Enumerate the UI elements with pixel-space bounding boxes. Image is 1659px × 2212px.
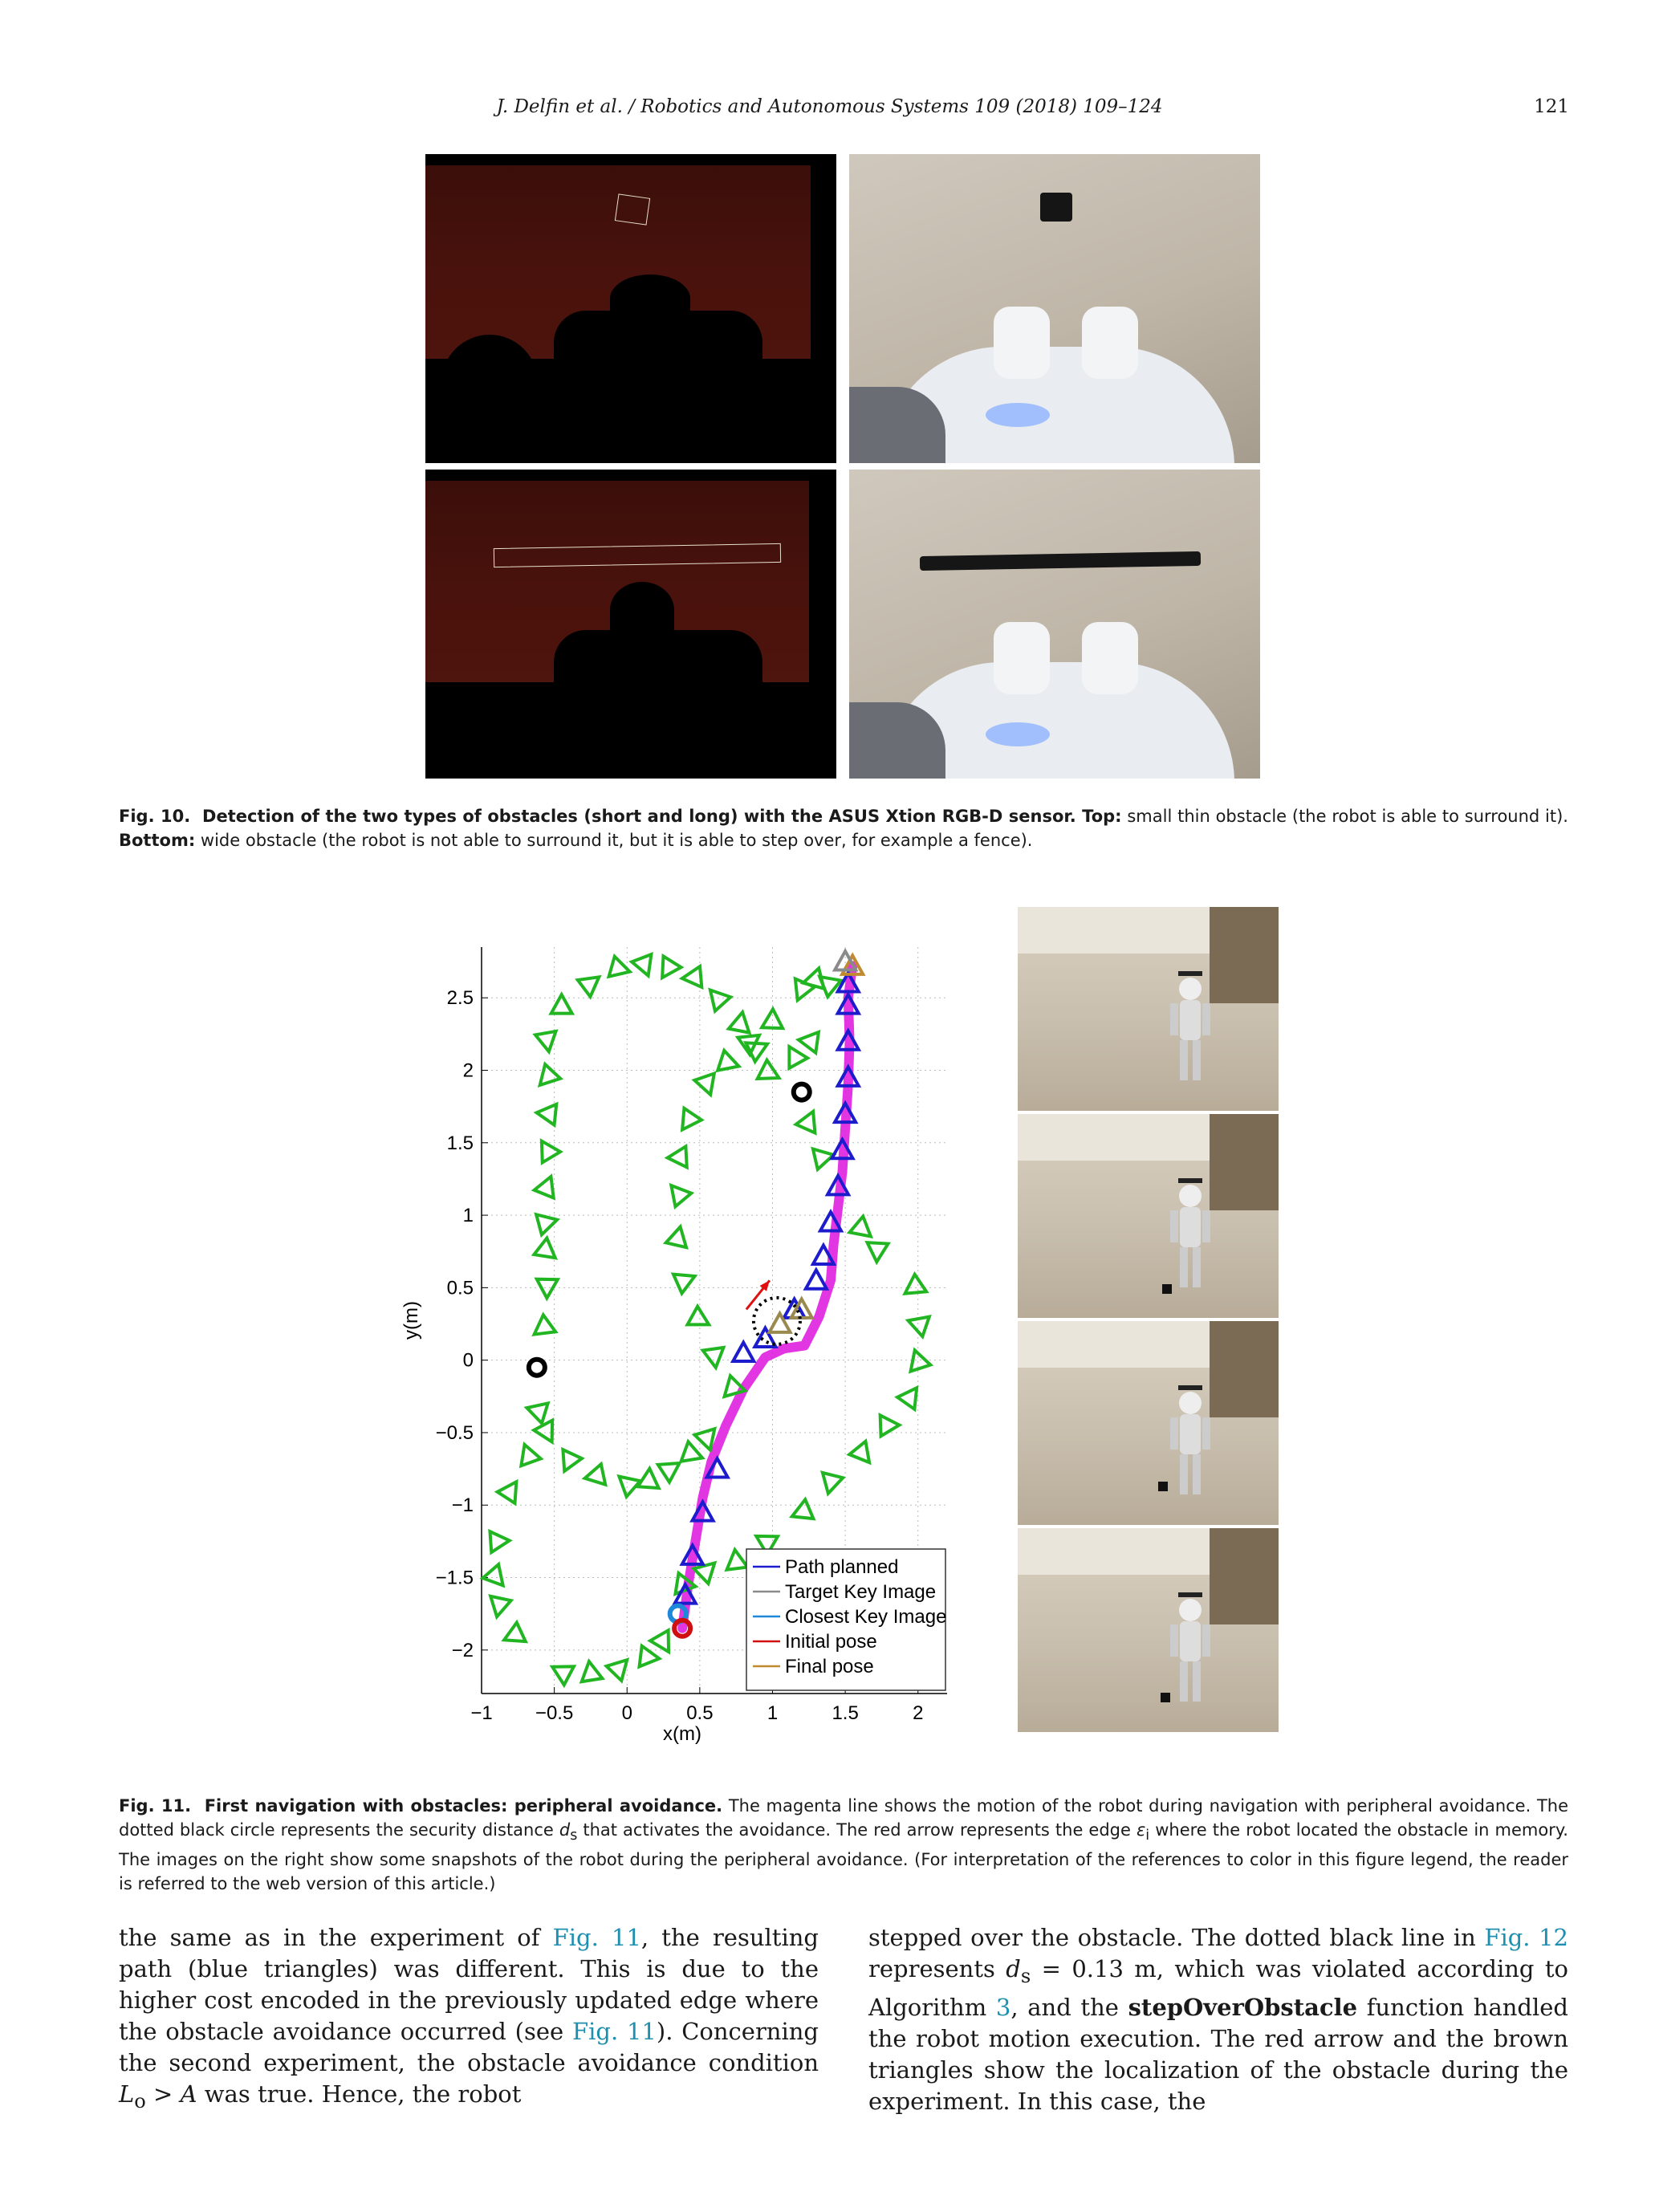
x-tick-label: 2 bbox=[913, 1702, 924, 1724]
legend-entry: Target Key Image bbox=[785, 1581, 937, 1603]
body-left-column: the same as in the experiment of Fig. 11, the resulting path (blue triangles) was different. This is due to the higher cost encoded in the previously updated edge where the obstacle avoidance occurred (see Fig. 11). Concerning the second experiment, the obstacle avoidance condition $L_o > A$ was true. Hence, the robot bbox=[119, 1924, 819, 2112]
y-tick-label: 1 bbox=[462, 1205, 474, 1227]
running-head: J. Delfin et al. / Robotics and Autonomous Systems 109 (2018) 109–124 bbox=[496, 96, 1163, 117]
rgb-image-top bbox=[849, 154, 1260, 463]
legend-entry: Initial pose bbox=[785, 1631, 877, 1653]
y-tick-label: −0.5 bbox=[435, 1421, 474, 1444]
y-tick-label: 1.5 bbox=[446, 1132, 474, 1154]
depth-image-bottom bbox=[425, 470, 836, 779]
body-right-column: stepped over the obstacle. The dotted black line in Fig. 12 represents $d_s = 0.13$ m, which was violated according to Algorithm 3, and the stepOverObstacle function handled the robot motion execution. The red arrow and the brown triangles show the localization of the obstacle during the experiment. In this case, the bbox=[868, 1924, 1568, 2115]
snapshot-1 bbox=[1018, 907, 1279, 1111]
x-tick-label: 0.5 bbox=[686, 1702, 714, 1724]
fig11-link[interactable]: Fig. 11 bbox=[552, 1924, 641, 1951]
page-number: 121 bbox=[1534, 96, 1569, 117]
x-tick-label: −0.5 bbox=[535, 1702, 574, 1724]
y-axis-label: y(m) bbox=[401, 1301, 422, 1340]
y-tick-label: 2.5 bbox=[446, 987, 474, 1010]
algorithm-link[interactable]: 3 bbox=[995, 1993, 1011, 2021]
x-axis-label: x(m) bbox=[663, 1723, 701, 1745]
y-tick-label: 0.5 bbox=[446, 1277, 474, 1299]
y-tick-label: −1.5 bbox=[435, 1567, 474, 1589]
x-tick-label: 0 bbox=[621, 1702, 632, 1724]
y-tick-label: −1 bbox=[451, 1494, 474, 1517]
snapshot-4 bbox=[1018, 1528, 1279, 1732]
legend-entry: Path planned bbox=[785, 1556, 899, 1578]
rgb-image-bottom bbox=[849, 470, 1260, 779]
x-tick-label: −1 bbox=[470, 1702, 493, 1724]
snapshot-3 bbox=[1018, 1321, 1279, 1525]
y-tick-label: 2 bbox=[462, 1059, 474, 1082]
fig11-link-2[interactable]: Fig. 11 bbox=[571, 2018, 657, 2045]
fig10-caption: Fig. 10. Detection of the two types of obstacles (short and long) with the ASUS Xtion RGB-D sensor. Top: small thin obstacle (the robot is able to surround it). Bottom: wide obstacle (the robot is not able to surround it, but it is able to step over, for example a fence). bbox=[119, 807, 1568, 850]
x-tick-label: 1 bbox=[766, 1702, 779, 1724]
y-tick-label: 0 bbox=[462, 1349, 474, 1372]
depth-image-top bbox=[425, 154, 836, 463]
snapshot-2 bbox=[1018, 1114, 1279, 1318]
x-tick-label: 1.5 bbox=[832, 1702, 859, 1724]
fig11-chart bbox=[393, 923, 987, 1758]
legend-entry: Closest Key Image bbox=[785, 1606, 947, 1628]
fig12-link[interactable]: Fig. 12 bbox=[1484, 1924, 1568, 1951]
y-tick-label: −2 bbox=[451, 1639, 474, 1661]
fig11-caption: Fig. 11. First navigation with obstacles: peripheral avoidance. The magenta line shows the motion of the robot during navigation with peripheral avoidance. The dotted black circle represents the security distance $d_s$ that activates the avoidance. The red arrow represents the edge $\varepsilon_i$ where the robot located the obstacle in memory. The images on the right show some snapshots of the robot during the peripheral avoidance. (For interpretation of the references to color in this figure legend, the reader is referred to the web version of this article.) bbox=[119, 1796, 1568, 1894]
legend-entry: Final pose bbox=[785, 1656, 874, 1677]
